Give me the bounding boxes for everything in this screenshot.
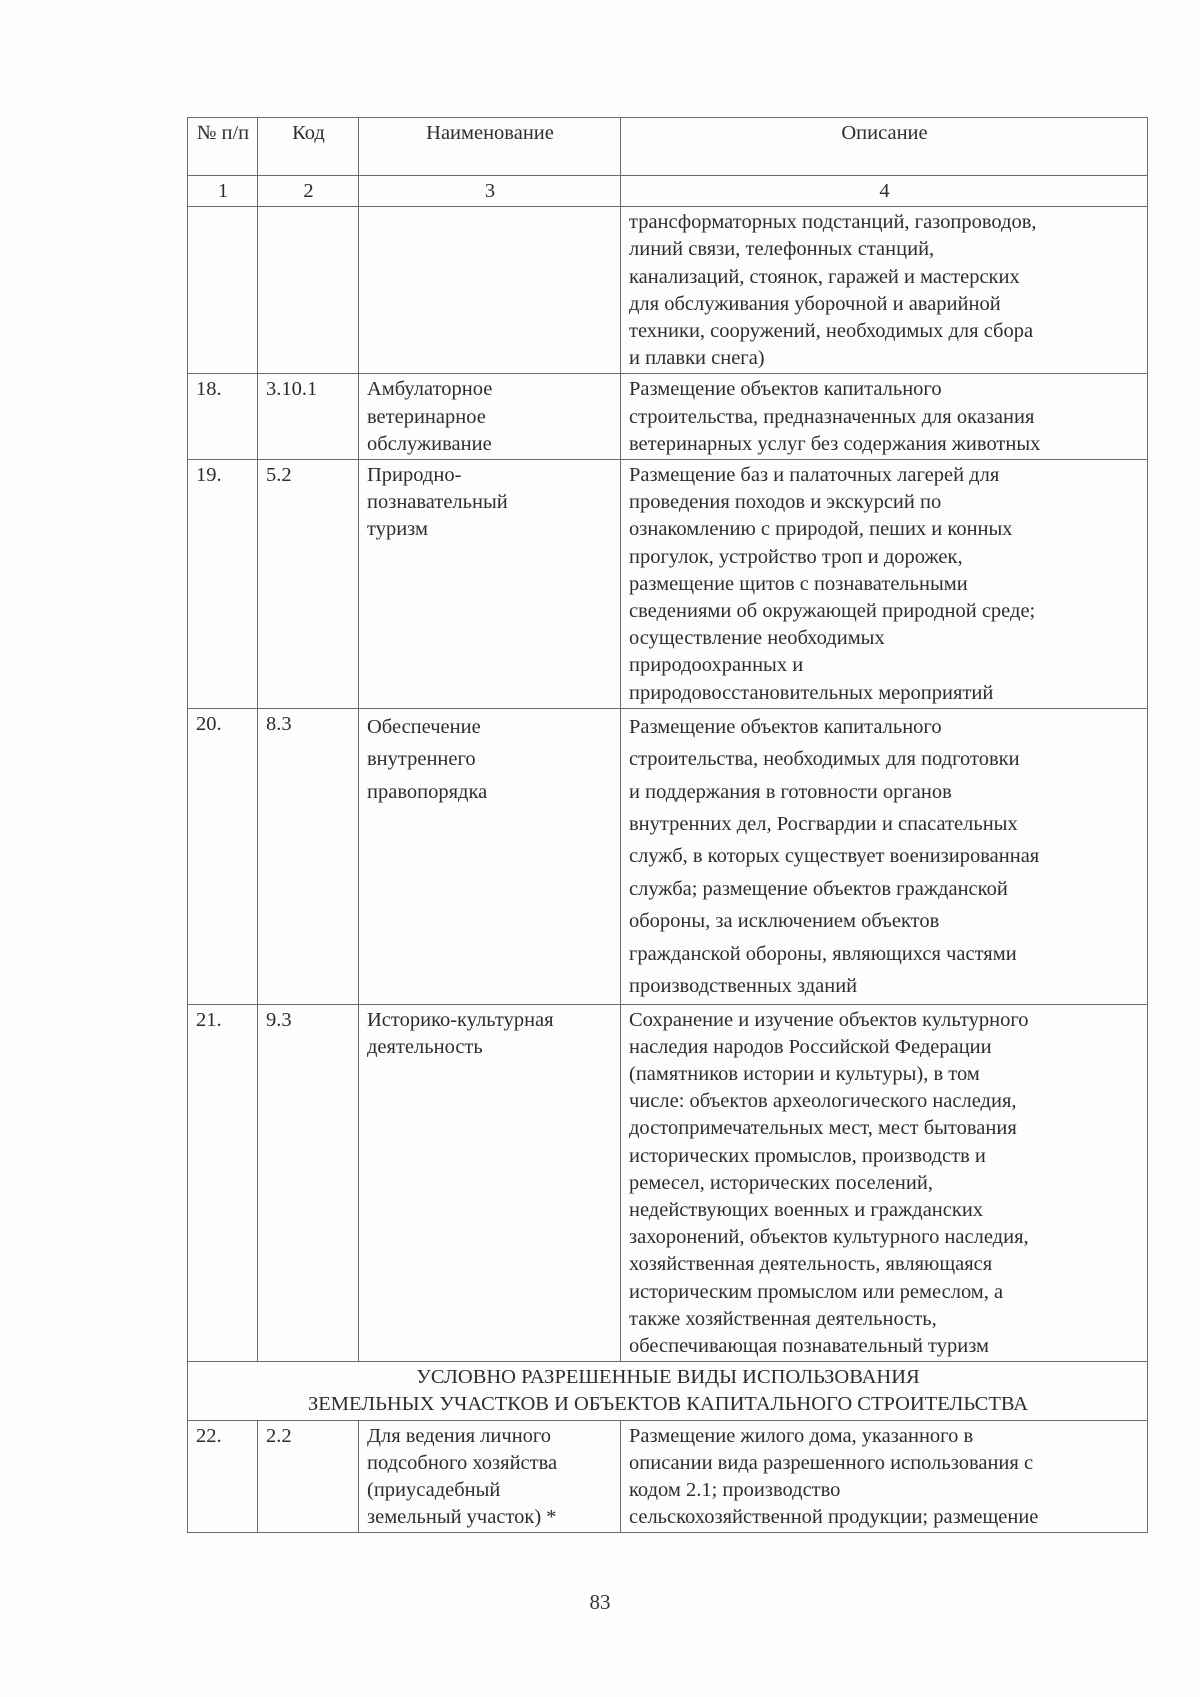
continuation-description: трансформаторных подстанций, газопроводов, линий связи, телефонных станций, канализаций, стоянок, гаражей и мастерских для обслуживания уборочной и аварийной техники, сооружений, необходимых для сбора и плавки снега) [621,207,1148,374]
row-description: Размещение баз и палаточных лагерей для проведения походов и экскурсий по ознакомлению с природой, пеших и конных прогулок, устройство троп и дорожек, размещение щитов с познавательными сведениями об окружающей природной среде; осуществление необходимых природоохранных и природовосстановительных мероприятий [621,460,1148,709]
row-name: Для ведения личного подсобного хозяйства (приусадебный земельный участок) * [359,1420,621,1533]
row-number: 20. [188,708,258,1004]
table-row [188,708,1148,1004]
column-index-row [188,176,1148,207]
section-heading-row [188,1362,1148,1420]
row-code: 2.2 [258,1420,359,1533]
continuation-row [188,207,1148,374]
table-row [188,460,1148,709]
table-row [188,374,1148,460]
header-row [188,118,1148,176]
row-code: 8.3 [258,708,359,1004]
row-name: Историко-культурная деятельность [359,1004,621,1362]
row-description: Размещение жилого дома, указанного в описании вида разрешенного использования с кодом 2.1; производство сельскохозяйственной продукции; размещение [621,1420,1148,1533]
index-cell: 2 [258,176,359,207]
row-code: 5.2 [258,460,359,709]
land-use-table [187,117,1148,1533]
header-num: № п/п [188,118,258,176]
index-cell: 3 [359,176,621,207]
row-code: 9.3 [258,1004,359,1362]
row-number: 18. [188,374,258,460]
table-row [188,1420,1148,1533]
row-description: Размещение объектов капитального строительства, предназначенных для оказания ветеринарных услуг без содержания животных [621,374,1148,460]
row-description: Сохранение и изучение объектов культурного наследия народов Российской Федерации (памятников истории и культуры), в том числе: объектов археологического наследия, достопримечательных мест, мест бытования исторических промыслов, производств и ремесел, исторических поселений, недействующих военных и гражданских захоронений, объектов культурного наследия, хозяйственная деятельность, являющаяся историческим промыслом или ремеслом, а также хозяйственная деятельность, обеспечивающая познавательный туризм [621,1004,1148,1362]
header-code: Код [258,118,359,176]
table-row [188,1004,1148,1362]
row-number: 22. [188,1420,258,1533]
row-number: 21. [188,1004,258,1362]
section-heading: УСЛОВНО РАЗРЕШЕННЫЕ ВИДЫ ИСПОЛЬЗОВАНИЯ ЗЕМЕЛЬНЫХ УЧАСТКОВ И ОБЪЕКТОВ КАПИТАЛЬНОГО СТРОИТЕЛЬСТВА [188,1362,1148,1420]
row-number: 19. [188,460,258,709]
row-name: Обеспечение внутреннего правопорядка [359,708,621,1004]
row-name: Природно- познавательный туризм [359,460,621,709]
row-description: Размещение объектов капитального строительства, необходимых для подготовки и поддержания в готовности органов внутренних дел, Росгвардии и спасательных служб, в которых существует военизированная служба; размещение объектов гражданской обороны, за исключением объектов гражданской обороны, являющихся частями производственных зданий [621,708,1148,1004]
header-description: Описание [621,118,1148,176]
page-number: 83 [589,1590,611,1614]
index-cell: 1 [188,176,258,207]
index-cell: 4 [621,176,1148,207]
header-name: Наименование [359,118,621,176]
row-code: 3.10.1 [258,374,359,460]
row-name: Амбулаторное ветеринарное обслуживание [359,374,621,460]
